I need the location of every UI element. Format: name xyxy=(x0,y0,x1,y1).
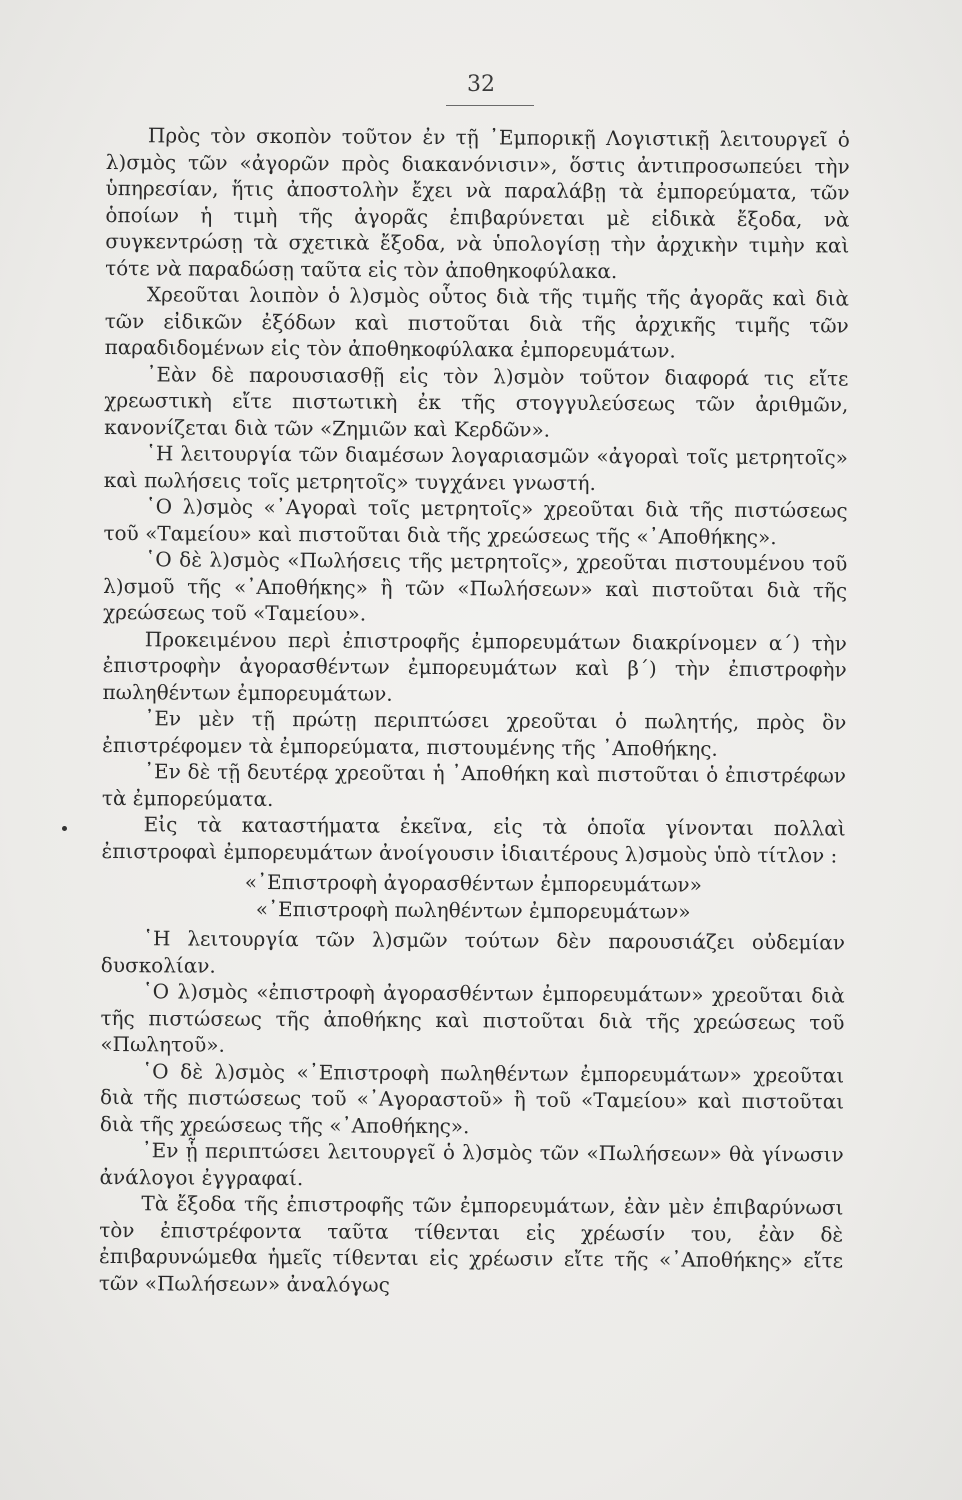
paragraph: ᾿Εν μὲν τῇ πρώτῃ περιπτώσει χρεοῦται ὁ πωλητής, πρὸς ὃν ἐπιστρέφομεν τὰ ἐμπορεύματα, πιστουμένης τῆς ᾿Αποθήκης. xyxy=(102,706,847,761)
body-text xyxy=(99,122,850,1301)
paragraph: ῾Ο λ)σμὸς «᾿Αγοραὶ τοῖς μετρητοῖς» χρεοῦται διὰ τῆς πιστώσεως τοῦ «Ταμείου» καὶ πιστοῦται διὰ τῆς χρεώσεως τῆς «᾿Αποθήκης». xyxy=(103,494,848,549)
paragraph: Προκειμένου περὶ ἐπιστροφῆς ἐμπορευμάτων διακρίνομεν α΄) τὴν ἐπιστροφὴν ἀγορασθέντων ἐμπορευμάτων καὶ β΄) τὴν ἐπιστροφὴν πωληθέντων ἐμπορευμάτων. xyxy=(102,626,847,706)
paragraph: Τὰ ἔξοδα τῆς ἐπιστροφῆς τῶν ἐμπορευμάτων, ἐὰν μὲν ἐπιβαρύνωσι τὸν ἐπιστρέφοντα ταῦτα τίθενται εἰς χρέωσίν του, ἐὰν δὲ ἐπιβαρυνώμεθα ἡμεῖς τίθενται εἰς χρέωσιν εἴτε τῆς «᾿Αποθήκης» εἴτε τῶν «Πωλήσεων» ἀναλόγως xyxy=(98,1191,844,1297)
paragraph: ῾Η λειτουργία τῶν διαμέσων λογαριασμῶν «ἀγοραὶ τοῖς μετρητοῖς» καὶ πωλήσεις τοῖς μετρητοῖς» τυγχάνει γνωστή. xyxy=(103,441,849,495)
paragraph: Εἰς τὰ καταστήματα ἐκεῖνα, εἰς τὰ ὁποῖα γίνονται πολλαὶ ἐπιστροφαὶ ἐμπορευμάτων ἀνοίγουσιν ἰδιαιτέρους λ)σμοὺς ὑπὸ τίτλον : xyxy=(101,812,846,867)
paragraph: ῾Ο δὲ λ)σμὸς «᾿Επιστροφὴ πωληθέντων ἐμπορευμάτων» χρεοῦται διὰ τῆς πιστώσεως τοῦ «᾿Αγοραστοῦ» ἢ τοῦ «Ταμείου» καὶ πιστοῦται διὰ τῆς χρεώσεως τῆς «᾿Αποθήκης». xyxy=(99,1058,845,1138)
paragraph: ᾿Εν δὲ τῇ δευτέρᾳ χρεοῦται ἡ ᾿Αποθήκη καὶ πιστοῦται ὁ ἐπιστρέφων τὰ ἐμπορεύματα. xyxy=(101,759,847,811)
paragraph: Πρὸς τὸν σκοπὸν τοῦτον ἐν τῇ ᾿Εμπορικῇ Λογιστικῇ λειτουργεῖ ὁ λ)σμὸς τῶν «ἀγορῶν πρὸς διακανόνισιν», ὅστις ἀντιπροσωπεύει τὴν ὑπηρεσίαν, ἥτις ἀποστολὴν ἔχει νὰ παραλάβῃ τὰ ἐμπορεύματα, τῶν ὁποίων ἡ τιμὴ τῆς ἀγορᾶς ἐπιβαρύνεται μὲ εἰδικὰ ἔξοδα, νὰ συγκεντρώσῃ τὰ σχετικὰ ἔξοδα, νὰ ὑπολογίσῃ τὴν ἀρχικὴν τιμὴν καὶ τότε νὰ παραδώσῃ ταῦτα εἰς τὸν ἀποθηκοφύλακα. xyxy=(105,123,850,283)
paragraph: ᾿Εὰν δὲ παρουσιασθῇ εἰς τὸν λ)σμὸν τοῦτον διαφορά τις εἴτε χρεωστικὴ εἴτε πιστωτικὴ ἐκ τῆς στογγυλεύσεως τῶν ἀριθμῶν, κανονίζεται διὰ τῶν «Ζημιῶν καὶ Κερδῶν». xyxy=(104,361,849,442)
margin-dot xyxy=(62,826,67,831)
paragraph: ᾿Εν ᾗ περιπτώσει λειτουργεῖ ὁ λ)σμὸς τῶν «Πωλήσεων» θὰ γίνωσιν ἀνάλογοι ἐγγραφαί. xyxy=(99,1138,844,1190)
paragraph: ῾Η λειτουργία τῶν λ)σμῶν τούτων δὲν παρουσιάζει οὐδεμίαν δυσκολίαν. xyxy=(100,926,846,978)
account-titles-block xyxy=(101,868,845,926)
paragraph: ῾Ο δὲ λ)σμὸς «Πωλήσεις τῆς μετρητοῖς», χρεοῦται πιστουμένου τοῦ λ)σμοῦ τῆς «᾿Αποθήκης» ἢ τῶν «Πωλήσεων» καὶ πιστοῦται διὰ τῆς χρεώσεως τοῦ «Ταμείου». xyxy=(102,547,848,626)
account-title: «᾿Επιστροφὴ ἀγορασθέντων ἐμπορευμάτων» xyxy=(244,869,702,897)
page-number: 32 xyxy=(467,72,495,97)
paragraph: ῾Ο λ)σμὸς «ἐπιστροφὴ ἀγορασθέντων ἐμπορευμάτων» χρεοῦται διὰ τῆς πιστώσεως τῆς ἀποθήκης καὶ πιστοῦται διὰ τῆς χρεώσεως τοῦ «Πωλητοῦ». xyxy=(100,979,845,1057)
paragraph: Χρεοῦται λοιπὸν ὁ λ)σμὸς οὗτος διὰ τῆς τιμῆς τῆς ἀγορᾶς καὶ διὰ τῶν εἰδικῶν ἐξόδων καὶ πιστοῦται διὰ τῆς ἀρχικῆς τιμῆς τῶν παραδιδομένων εἰς τὸν ἀποθηκοφύλακα ἐμπορευμάτων. xyxy=(104,282,850,363)
page-number-rule xyxy=(446,105,534,106)
account-title: «᾿Επιστροφὴ πωληθέντων ἐμπορευμάτων» xyxy=(255,896,691,924)
